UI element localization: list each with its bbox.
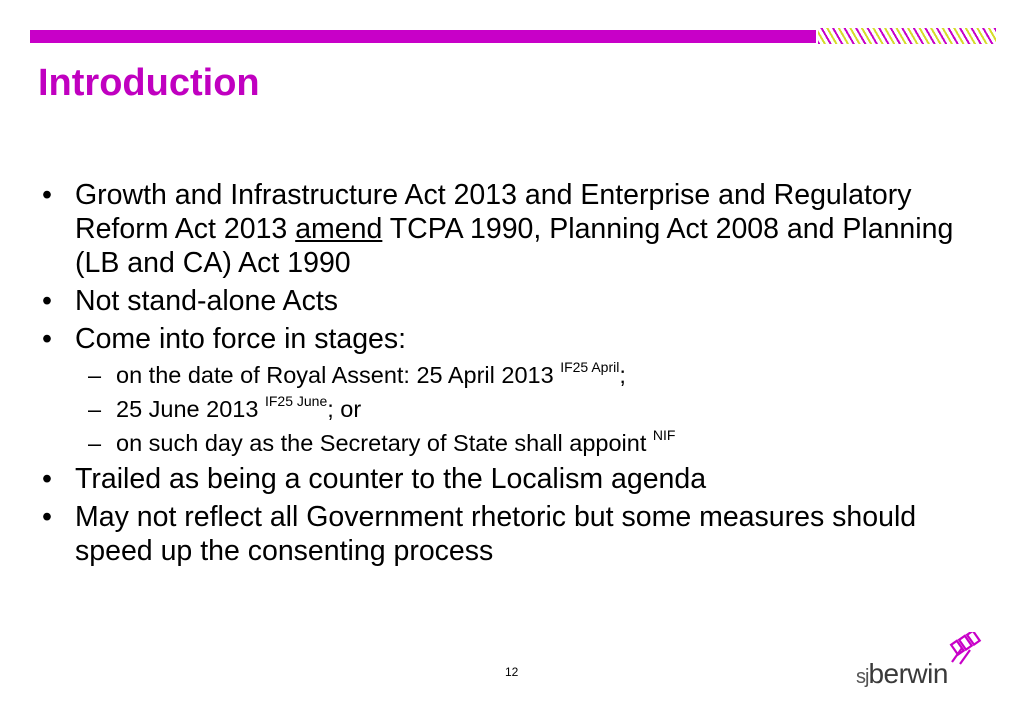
sub-bullet-june <box>40 394 960 425</box>
sub-bullet-secretary <box>40 428 960 459</box>
sub-bullet-marker: – <box>88 362 102 388</box>
sub-bullet-marker: – <box>88 396 102 422</box>
bullet-marker: • <box>42 463 52 495</box>
bullet-text: Growth and Infrastructure Act 2013 and Enterprise and Regulatory Reform Act 2013 <box>75 179 912 245</box>
bullet-text: May not reflect all Government rhetoric but some measures should speed up the consenting process <box>75 501 917 567</box>
not-in-force-note: NIF <box>652 427 676 444</box>
bullet-marker: • <box>42 285 52 317</box>
header-accent-bar <box>30 30 816 43</box>
bullet-marker: • <box>42 501 52 533</box>
in-force-note: IF25 April <box>560 359 620 376</box>
bullet-text: Not stand-alone Acts <box>75 285 338 317</box>
sub-bullet-royal-assent <box>40 360 960 391</box>
bullet-rhetoric <box>40 500 960 568</box>
bullet-acts-amend <box>40 178 960 280</box>
logo-emblem-icon <box>948 632 986 672</box>
bullet-localism <box>40 462 960 496</box>
slide-title: Introduction <box>38 62 260 104</box>
in-force-note: IF25 June <box>264 393 328 410</box>
page-number: 12 <box>505 665 519 679</box>
bullet-text: Come into force in stages: <box>75 323 407 355</box>
bullet-marker: • <box>42 323 52 355</box>
bullet-text: Trailed as being a counter to the Localism agenda <box>75 463 707 495</box>
bullet-marker: • <box>42 179 52 211</box>
sub-bullet-text: 25 June 2013 <box>116 396 265 422</box>
slide-body <box>40 178 960 572</box>
logo-wordmark: sjberwin <box>856 658 948 689</box>
sub-bullet-tail: ; <box>619 362 626 388</box>
bullet-not-standalone <box>40 284 960 318</box>
bullet-come-into-force <box>40 322 960 356</box>
sub-bullet-tail: ; or <box>327 396 362 422</box>
company-logo <box>856 640 986 689</box>
underlined-term: amend <box>295 213 383 245</box>
header-stripe-pattern <box>818 28 996 44</box>
bullet-text: TCPA 1990, Planning Act 2008 and Planning (LB and CA) Act 1990 <box>75 213 954 279</box>
sub-bullet-text: on such day as the Secretary of State shall appoint <box>116 430 653 456</box>
sub-bullet-marker: – <box>88 430 102 456</box>
sub-bullet-text: on the date of Royal Assent: 25 April 2013 <box>116 362 561 388</box>
